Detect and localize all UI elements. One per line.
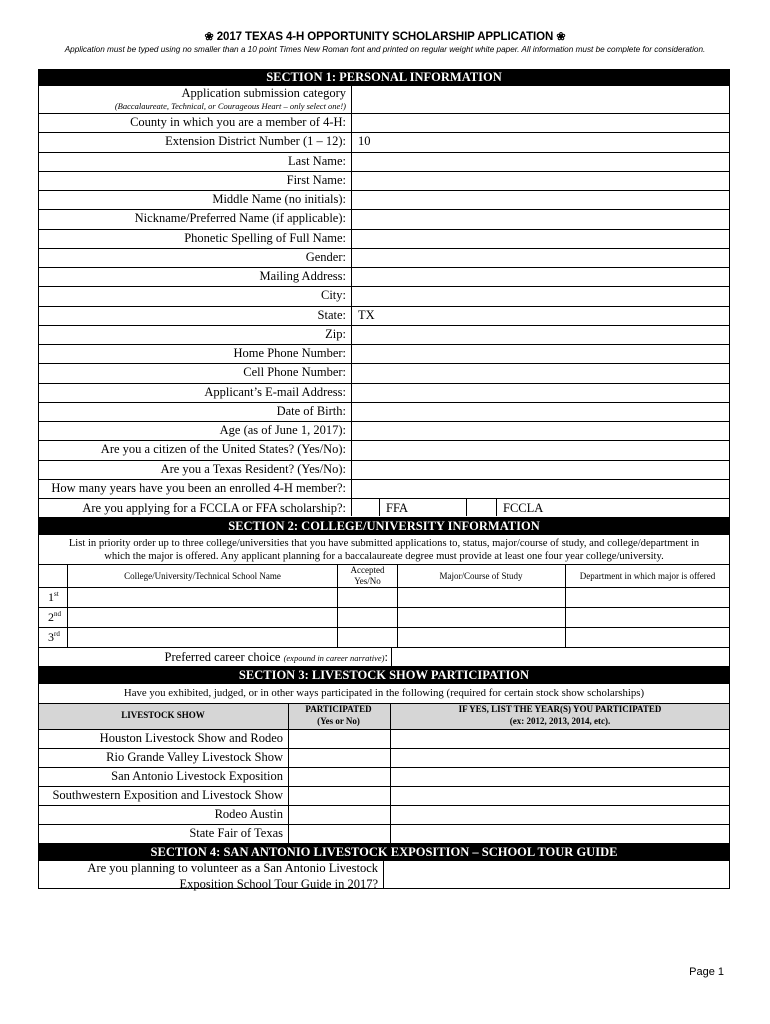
tour-guide-question xyxy=(40,861,378,892)
department-field[interactable] xyxy=(567,608,728,626)
field-label: City: xyxy=(320,288,346,303)
col-accepted-line2: Yes/No xyxy=(354,576,381,586)
section2-header: SECTION 2: COLLEGE/UNIVERSITY INFORMATION xyxy=(38,517,730,535)
participated-field[interactable] xyxy=(290,825,388,842)
field-label: Gender: xyxy=(305,249,346,264)
accepted-field[interactable] xyxy=(339,608,396,626)
field-label: Last Name: xyxy=(288,153,346,168)
participated-field[interactable] xyxy=(290,806,388,823)
department-field[interactable] xyxy=(567,588,728,606)
school-name-field[interactable] xyxy=(69,628,336,646)
livestock-show-name: Rio Grande Valley Livestock Show xyxy=(106,750,283,764)
field-label: Are you a citizen of the United States? (Yes/No): xyxy=(100,442,346,457)
category-hint: (Baccalaureate, Technical, or Courageous Heart – only select one!) xyxy=(114,101,346,111)
major-field[interactable] xyxy=(399,588,564,606)
field-label: Extension District Number (1 – 12): xyxy=(165,134,346,149)
field-label: Home Phone Number: xyxy=(233,346,346,360)
field-label: Date of Birth: xyxy=(276,403,346,418)
option-ffa: FFA xyxy=(386,501,409,515)
field-label: Zip: xyxy=(325,326,346,341)
livestock-show-name: Houston Livestock Show and Rodeo xyxy=(99,731,283,745)
field-label: Age (as of June 1, 2017): xyxy=(219,423,346,437)
field-label: Are you a Texas Resident? (Yes/No): xyxy=(160,461,346,476)
years-field[interactable] xyxy=(392,749,728,766)
career-label-text: Preferred career choice xyxy=(164,650,281,664)
field-input[interactable]: 10 xyxy=(358,134,371,149)
field-input[interactable]: TX xyxy=(358,307,375,322)
accepted-field[interactable] xyxy=(339,588,396,606)
career-label xyxy=(40,649,388,666)
priority-rank xyxy=(48,590,59,605)
accepted-field[interactable] xyxy=(339,628,396,646)
col-accepted-header xyxy=(338,565,397,587)
rank-number: 2 xyxy=(48,610,54,624)
rank-suffix: nd xyxy=(54,610,61,618)
career-hint: (expound in career narrative) xyxy=(283,653,385,663)
rank-number: 1 xyxy=(48,590,54,604)
fccla-checkbox[interactable] xyxy=(467,499,495,516)
field-label: First Name: xyxy=(286,172,346,187)
college-instructions xyxy=(38,537,730,563)
col-years-line1: IF YES, LIST THE YEAR(S) YOU PARTICIPATED xyxy=(458,704,662,714)
col-department-header: Department in which major is offered xyxy=(579,571,716,581)
career-field[interactable] xyxy=(392,648,728,665)
ffa-checkbox[interactable] xyxy=(352,499,378,516)
college-instructions-line1: List in priority order up to three college/universities that you have submitted applications to, status, major/course of study, and college/department in xyxy=(68,538,700,549)
category-label: Application submission category xyxy=(181,86,346,100)
col-participated-line1: PARTICIPATED xyxy=(305,704,372,714)
tour-guide-question-line1: Are you planning to volunteer as a San Antonio Livestock xyxy=(87,861,378,875)
livestock-show-name: Rodeo Austin xyxy=(214,807,283,821)
col-major-header: Major/Course of Study xyxy=(439,571,523,581)
livestock-show-name: Southwestern Exposition and Livestock Show xyxy=(52,788,283,802)
field-label: Applicant’s E-mail Address: xyxy=(204,384,346,399)
col-show-header: LIVESTOCK SHOW xyxy=(121,710,205,720)
scholarship-question: Are you applying for a FCCLA or FFA scholarship?: xyxy=(82,501,346,515)
col-school-header: College/University/Technical School Name xyxy=(124,571,281,581)
years-field[interactable] xyxy=(392,825,728,842)
col-accepted-line1: Accepted xyxy=(350,565,385,575)
field-label: How many years have you been an enrolled 4-H member?: xyxy=(51,480,346,495)
rank-suffix: st xyxy=(54,590,59,598)
years-field[interactable] xyxy=(392,730,728,747)
participated-field[interactable] xyxy=(290,787,388,804)
section3-header: SECTION 3: LIVESTOCK SHOW PARTICIPATION xyxy=(38,666,730,684)
rank-number: 3 xyxy=(48,630,54,644)
option-fccla: FCCLA xyxy=(503,501,544,515)
participated-field[interactable] xyxy=(290,768,388,785)
priority-rank xyxy=(48,630,60,645)
form-instructions: Application must be typed using no smaller than a 10 point Times New Roman font and printed on regular weight white paper. All information must be complete for consideration. xyxy=(64,45,706,54)
form-title xyxy=(0,30,770,43)
department-field[interactable] xyxy=(567,628,728,646)
livestock-show-name: San Antonio Livestock Exposition xyxy=(111,769,283,783)
col-participated-line2: (Yes or No) xyxy=(317,715,360,726)
clover-icon: ❀ xyxy=(204,31,214,43)
field-label: Mailing Address: xyxy=(259,269,346,283)
school-name-field[interactable] xyxy=(69,608,336,626)
participated-field[interactable] xyxy=(290,749,388,766)
field-label: State: xyxy=(317,307,346,322)
career-colon: : xyxy=(384,650,388,664)
school-name-field[interactable] xyxy=(69,588,336,606)
rank-suffix: rd xyxy=(54,630,60,638)
livestock-intro: Have you exhibited, judged, or in other ways participated in the following (required for certain stock show scholarships) xyxy=(123,687,645,699)
field-label: Middle Name (no initials): xyxy=(212,192,346,206)
priority-rank xyxy=(48,610,61,625)
participated-field[interactable] xyxy=(290,730,388,747)
years-field[interactable] xyxy=(392,787,728,804)
page-number: Page 1 xyxy=(689,966,724,978)
field-label: Nickname/Preferred Name (if applicable): xyxy=(134,211,346,226)
years-field[interactable] xyxy=(392,768,728,785)
section1-header: SECTION 1: PERSONAL INFORMATION xyxy=(38,69,730,86)
col-years-header xyxy=(391,704,729,727)
tour-guide-question-line2: Exposition School Tour Guide in 2017? xyxy=(179,876,378,891)
form-title-text: 2017 TEXAS 4-H OPPORTUNITY SCHOLARSHIP APPLICATION xyxy=(216,31,554,43)
section4-header: SECTION 4: SAN ANTONIO LIVESTOCK EXPOSITION – SCHOOL TOUR GUIDE xyxy=(38,843,730,861)
major-field[interactable] xyxy=(399,608,564,626)
field-label: Cell Phone Number: xyxy=(243,365,346,380)
field-label: County in which you are a member of 4-H: xyxy=(130,115,346,129)
major-field[interactable] xyxy=(399,628,564,646)
livestock-show-name: State Fair of Texas xyxy=(189,826,283,840)
col-participated-header xyxy=(289,704,388,727)
clover-icon: ❀ xyxy=(556,31,566,43)
col-years-line2: (ex: 2012, 2013, 2014, etc). xyxy=(509,715,611,726)
tour-guide-field[interactable] xyxy=(384,862,728,888)
field-label: Phonetic Spelling of Full Name: xyxy=(184,230,346,245)
category-field[interactable] xyxy=(352,86,728,113)
years-field[interactable] xyxy=(392,806,728,823)
college-instructions-line2: which the major is offered. Any applicant planning for a baccalaureate degree must provide at least one four year college/university. xyxy=(104,551,664,562)
